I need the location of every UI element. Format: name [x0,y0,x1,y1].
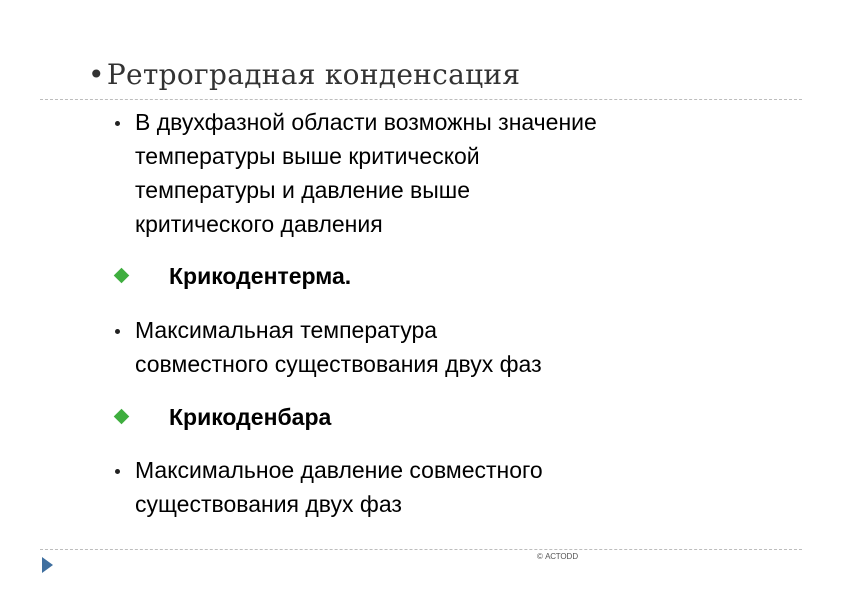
round-bullet-icon [115,121,120,126]
footer-note: © АСТОDD [537,552,579,561]
title-divider [40,99,802,100]
term-label: Крикоденбара [169,404,332,430]
bullet-line: существования двух фаз [135,491,402,517]
bullet-line: совместного существования двух фаз [135,351,542,377]
title-text: Ретроградная конденсация [106,58,521,91]
diamond-icon [114,409,130,425]
diamond-icon [114,268,130,284]
round-bullet-icon [115,469,120,474]
bullet-line: температуры и давление выше [135,177,471,203]
bullet-line: Максимальное давление совместного [135,457,543,483]
round-bullet-icon [115,329,120,334]
bullet-line: температуры выше критической [135,143,480,169]
slide-title [88,58,520,91]
footer-divider [40,549,802,550]
triangle-right-icon[interactable] [42,557,53,573]
term-label: Крикодентерма. [169,263,352,289]
bullet-line: критического давления [135,211,383,237]
bullet-line: Максимальная температура [135,317,438,343]
title-bullet: • [88,58,105,91]
bullet-line: В двухфазной области возможны значение [135,109,597,135]
